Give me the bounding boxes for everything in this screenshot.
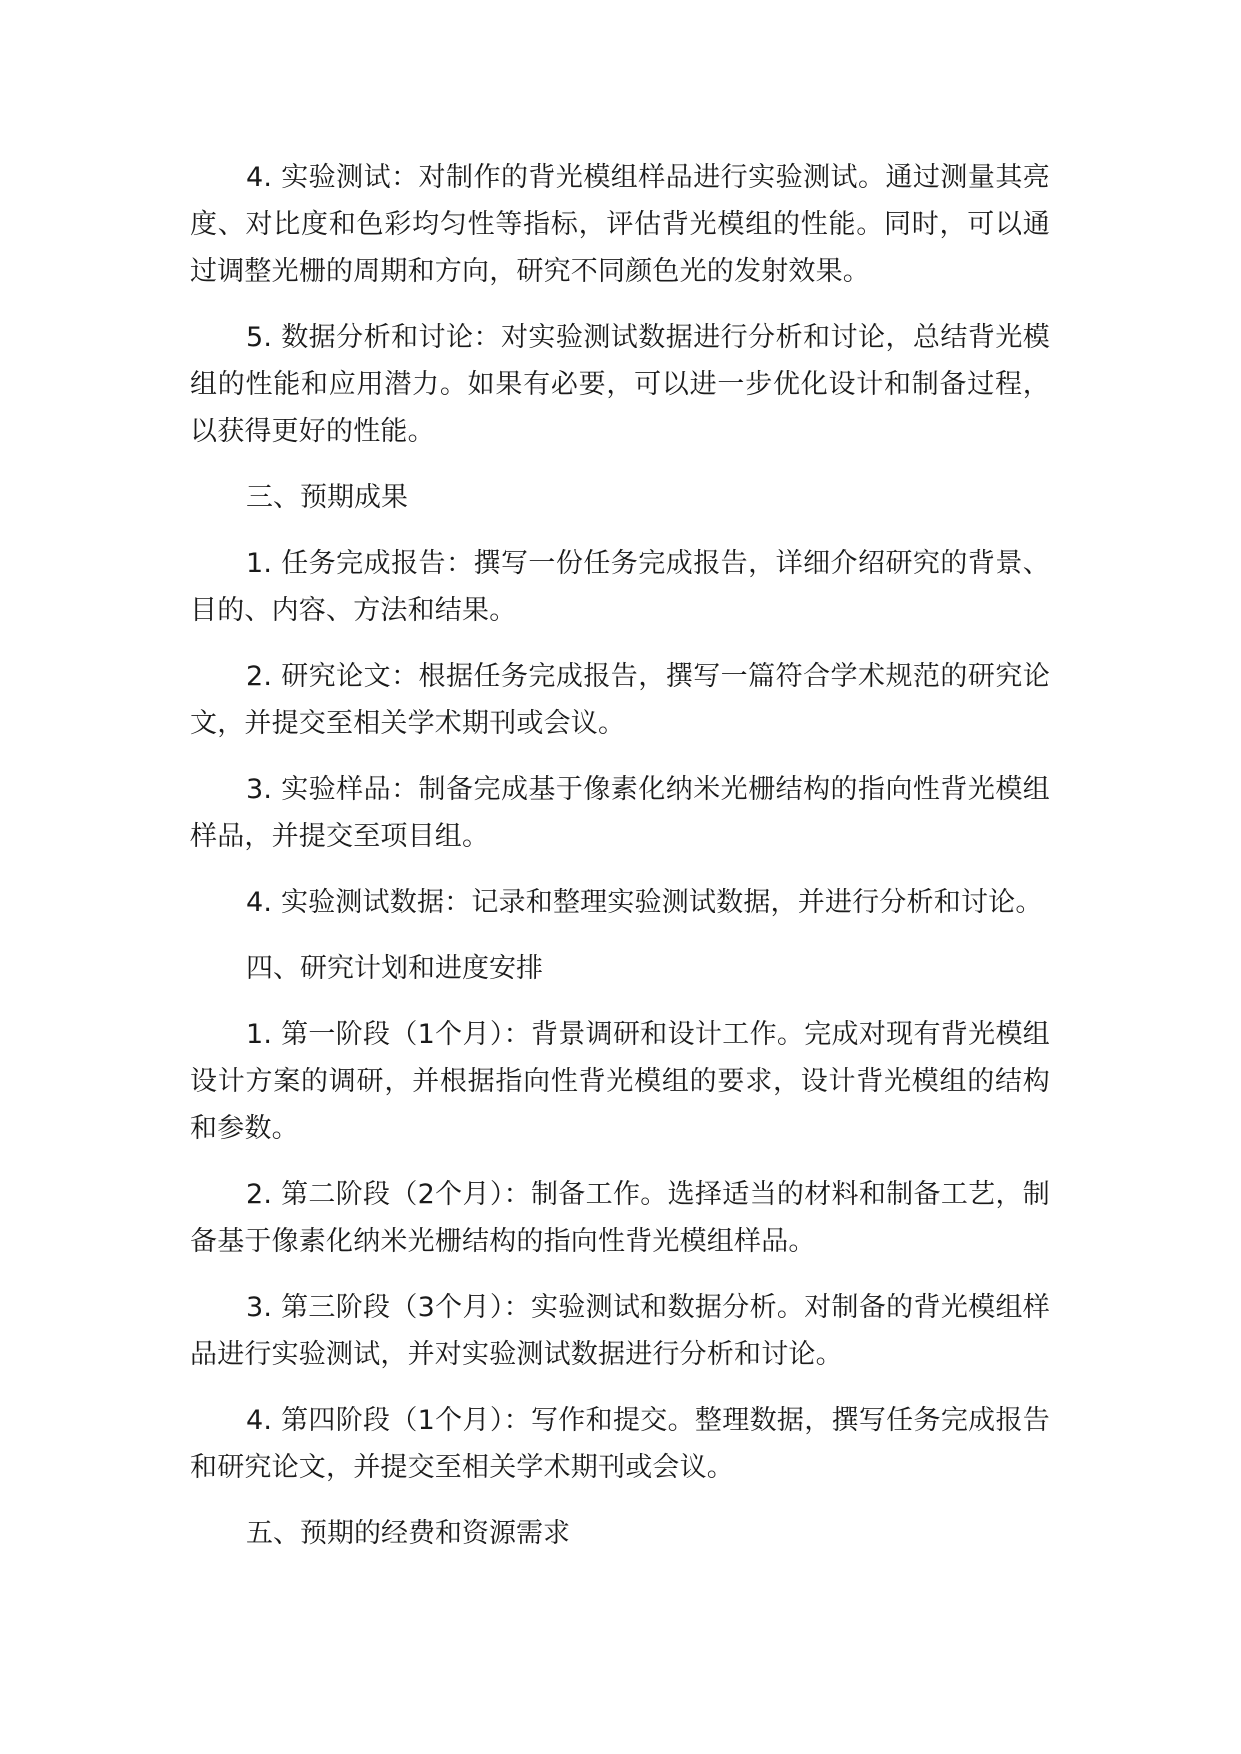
paragraph-phase-one: 1. 第一阶段（1个月）：背景调研和设计工作。完成对现有背光模组设计方案的调研，并根据指向性背光模组的要求，设计背光模组的结构和参数。: [190, 1019, 1050, 1144]
paragraph-phase-three: 3. 第三阶段（3个月）：实验测试和数据分析。对制备的背光模组样品进行实验测试，并对实验测试数据进行分析和讨论。: [190, 1292, 1050, 1370]
paragraph-data-analysis: 5. 数据分析和讨论：对实验测试数据进行分析和讨论，总结背光模组的性能和应用潜力。如果有必要，可以进一步优化设计和制备过程，以获得更好的性能。: [190, 322, 1050, 447]
document-body: [190, 154, 1050, 1576]
section-heading-budget-resources: 五、预期的经费和资源需求: [246, 1518, 570, 1549]
paragraph-experimental-samples: 3. 实验样品：制备完成基于像素化纳米光栅结构的指向性背光模组样品，并提交至项目组。: [190, 774, 1050, 852]
section-heading-expected-results: 三、预期成果: [246, 482, 408, 513]
paragraph-task-report: 1. 任务完成报告：撰写一份任务完成报告，详细介绍研究的背景、目的、内容、方法和结果。: [190, 548, 1050, 626]
paragraph-test-data: 4. 实验测试数据：记录和整理实验测试数据，并进行分析和讨论。: [246, 887, 1043, 918]
paragraph-experiment-testing: 4. 实验测试：对制作的背光模组样品进行实验测试。通过测量其亮度、对比度和色彩均匀性等指标，评估背光模组的性能。同时，可以通过调整光栅的周期和方向，研究不同颜色光的发射效果。: [190, 162, 1050, 287]
paragraph-research-paper: 2. 研究论文：根据任务完成报告，撰写一篇符合学术规范的研究论文，并提交至相关学术期刊或会议。: [190, 661, 1050, 739]
paragraph-phase-two: 2. 第二阶段（2个月）：制备工作。选择适当的材料和制备工艺，制备基于像素化纳米光栅结构的指向性背光模组样品。: [190, 1179, 1050, 1257]
paragraph-phase-four: 4. 第四阶段（1个月）：写作和提交。整理数据，撰写任务完成报告和研究论文，并提交至相关学术期刊或会议。: [190, 1405, 1050, 1483]
section-heading-research-plan: 四、研究计划和进度安排: [246, 953, 543, 984]
